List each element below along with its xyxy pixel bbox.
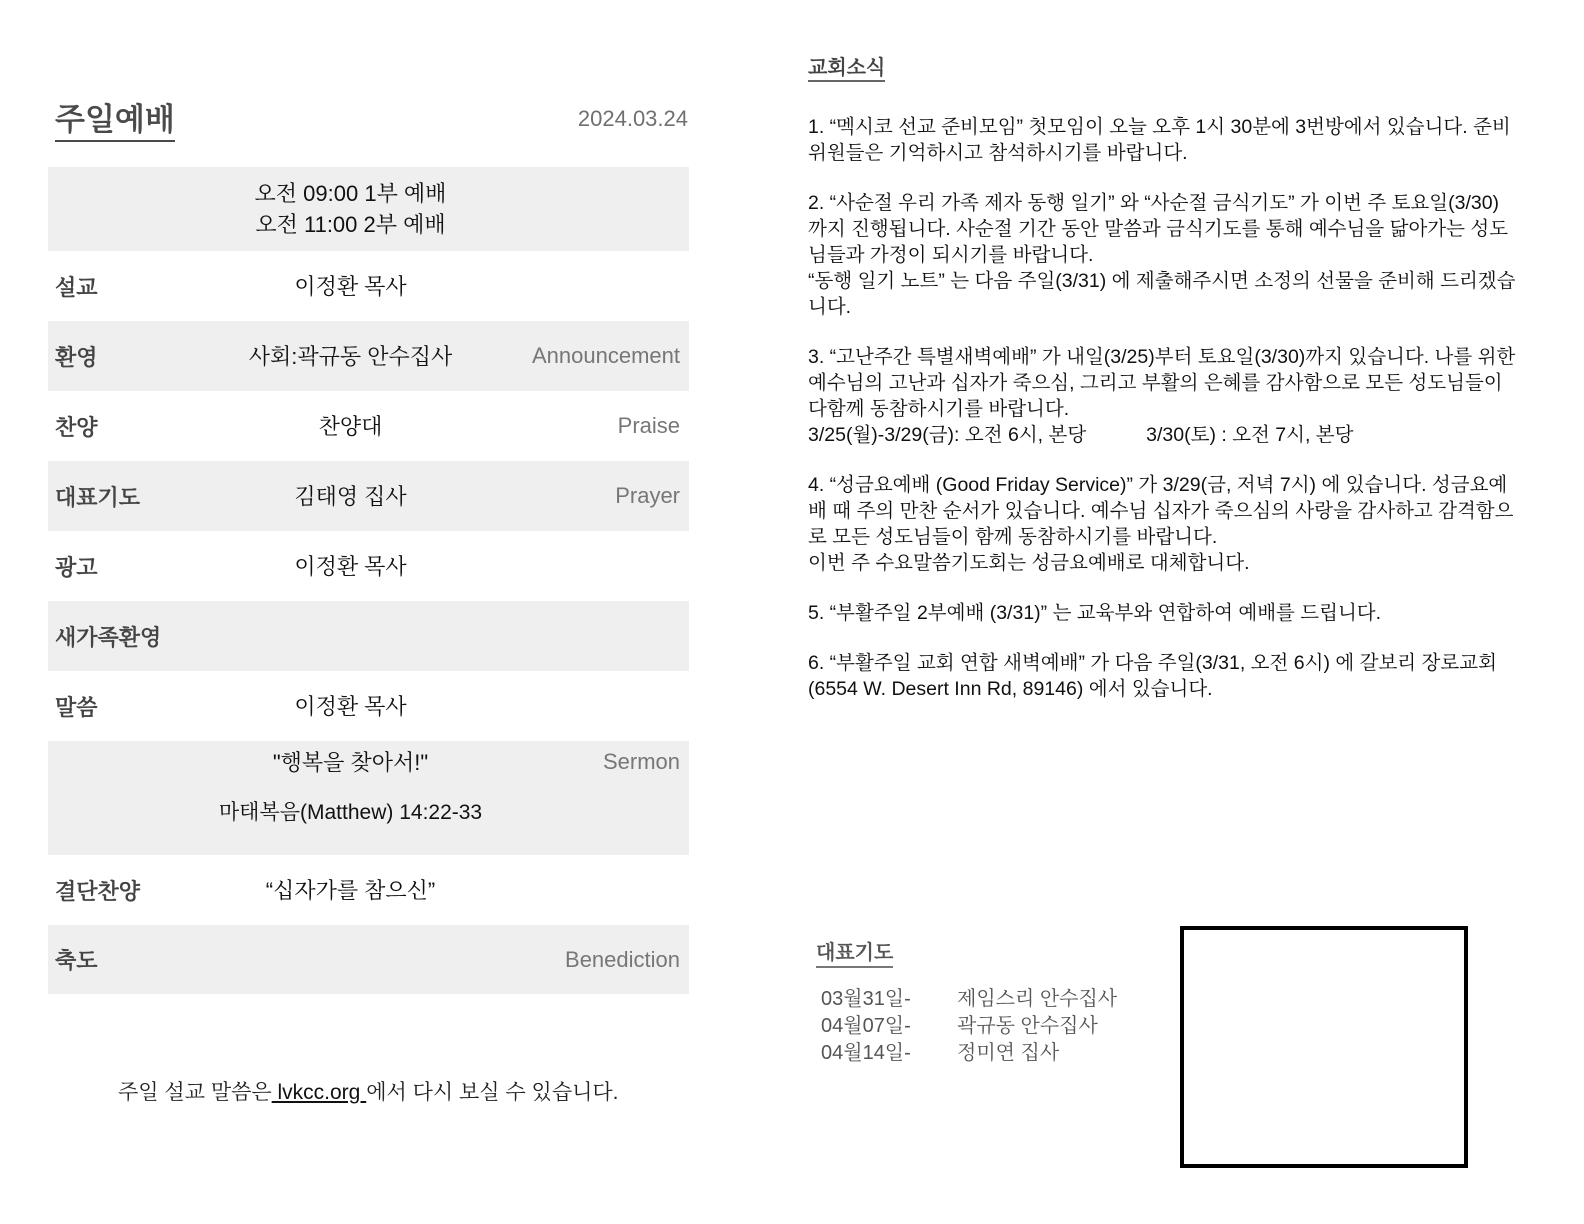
prayer-heading: 대표기도: [816, 940, 893, 968]
news-item: [808, 114, 1523, 166]
service-time-second: 오전 11:00 2부 예배: [255, 212, 446, 237]
order-row-new-family: [48, 601, 689, 671]
order-english: Prayer: [615, 483, 680, 508]
news-item: [808, 190, 1523, 320]
sermon-reference: 마태복음(Matthew) 14:22-33: [218, 801, 483, 824]
service-times-row: [48, 167, 689, 251]
news-item: [808, 344, 1523, 448]
prayer-name: 제임스리 안수집사: [957, 988, 1118, 1010]
order-label: 새가족환영: [55, 624, 162, 650]
empty-frame: [1180, 926, 1468, 1168]
order-value: 이정환 목사: [294, 693, 407, 719]
news-text: 5. “부활주일 2부예배 (3/31)” 는 교육부와 연합하여 예배를 드립니다.: [808, 602, 1382, 624]
order-value: 김태영 집사: [294, 483, 407, 509]
order-value: “십자가를 참으신”: [265, 877, 436, 903]
sermon-title: "행복을 찾아서!": [272, 750, 429, 775]
schedule-saturday: 3/30(토) : 오전 7시, 본당: [1146, 424, 1354, 446]
order-value: [198, 601, 503, 671]
order-row-sermon-preacher: [48, 251, 689, 321]
news-list: [808, 114, 1523, 726]
news-text: 이번 주 수요말씀기도회는 성금요예배로 대체합니다.: [808, 552, 1250, 574]
order-english: Announcement: [532, 343, 680, 368]
sermon-row: [48, 741, 689, 855]
prayer-entry: [821, 1013, 1117, 1040]
order-english: Praise: [617, 413, 680, 438]
order-row-praise: [48, 391, 689, 461]
order-value: 이정환 목사: [294, 553, 407, 579]
news-text: “동행 일기 노트” 는 다음 주일(3/31) 에 제출해주시면 소정의 선물을 준비해 드리겠습니다.: [808, 270, 1516, 318]
prayer-entry: [821, 986, 1117, 1013]
order-label: 설교: [55, 274, 98, 300]
news-text: 1. “멕시코 선교 준비모임” 첫모임이 오늘 오후 1시 30분에 3번방에서 있습니다. 준비위원들은 기억하시고 참석하시기를 바랍니다.: [808, 116, 1511, 164]
prayer-date: 04월07일-: [821, 1015, 911, 1037]
order-english: Sermon: [602, 749, 680, 774]
order-row-welcome: [48, 321, 689, 391]
order-row-decision-hymn: [48, 855, 689, 925]
order-row-announcement: [48, 531, 689, 601]
order-value: [198, 925, 503, 994]
news-text: 4. “성금요예배 (Good Friday Service)” 가 3/29(금, 저녁 7시) 에 있습니다. 성금요예배 때 주의 만찬 순서가 있습니다. 예수님 십자가 죽으심의 사랑을 감사하고 감격함으로 모든 성도님들이 함께 동참하시기를 바랍니다.: [808, 474, 1514, 548]
news-text: 2. “사순절 우리 가족 제자 동행 일기” 와 “사순절 금식기도” 가 이번 주 토요일(3/30) 까지 진행됩니다. 사순절 기간 동안 말씀과 금식기도를 통해 예수님을 닮아가는 성도님들과 가정이 되시기를 바랍니다.: [808, 192, 1509, 266]
footnote-text: 에서 다시 보실 수 있습니다.: [366, 1081, 619, 1104]
prayer-name: 정미연 집사: [957, 1042, 1060, 1064]
order-label: 결단찬양: [55, 878, 141, 904]
footnote-text: 주일 설교 말씀은: [118, 1081, 272, 1104]
news-item: [808, 650, 1523, 702]
page-title: 주일예배: [55, 102, 175, 142]
order-label: 찬양: [55, 414, 98, 440]
prayer-date: 03월31일-: [821, 988, 911, 1010]
order-label: 환영: [55, 344, 98, 370]
worship-order-table: [48, 167, 689, 994]
order-row-prayer: [48, 461, 689, 531]
order-label: 광고: [55, 554, 98, 580]
sermon-footnote: [118, 1076, 619, 1106]
news-heading: 교회소식: [808, 56, 885, 82]
news-text: 6. “부활주일 교회 연합 새벽예배” 가 다음 주일(3/31, 오전 6시) 에 갈보리 장로교회 (6554 W. Desert Inn Rd, 89146) 에서 있습니다.: [808, 652, 1497, 700]
prayer-date: 04월14일-: [821, 1042, 911, 1064]
prayer-entry: [821, 1040, 1117, 1067]
order-label: 대표기도: [55, 484, 141, 510]
service-date: 2024.03.24: [577, 106, 688, 131]
order-value: 사회:곽규동 안수집사: [248, 343, 453, 369]
prayer-name: 곽규동 안수집사: [957, 1015, 1098, 1037]
news-item: [808, 472, 1523, 576]
order-row-benediction: [48, 925, 689, 994]
news-text: 3. “고난주간 특별새벽예배” 가 내일(3/25)부터 토요일(3/30)까지 있습니다. 나를 위한 예수님의 고난과 십자가 죽으심, 그리고 부활의 은혜를 감사함으로 모든 성도님들이 다함께 동참하시기를 바랍니다.: [808, 346, 1516, 420]
service-time-first: 오전 09:00 1부 예배: [254, 181, 447, 206]
prayer-schedule: [821, 986, 1117, 1067]
order-label: 축도: [55, 948, 98, 973]
order-value: 이정환 목사: [294, 273, 407, 299]
schedule-weekday: 3/25(월)-3/29(금): 오전 6시, 본당: [808, 424, 1087, 446]
order-label: 말씀: [55, 694, 98, 720]
order-value: 찬양대: [318, 413, 383, 439]
order-english: Benediction: [565, 946, 680, 972]
order-row-word: [48, 671, 689, 741]
website-link[interactable]: lvkcc.org: [271, 1081, 367, 1104]
news-item: [808, 600, 1523, 626]
